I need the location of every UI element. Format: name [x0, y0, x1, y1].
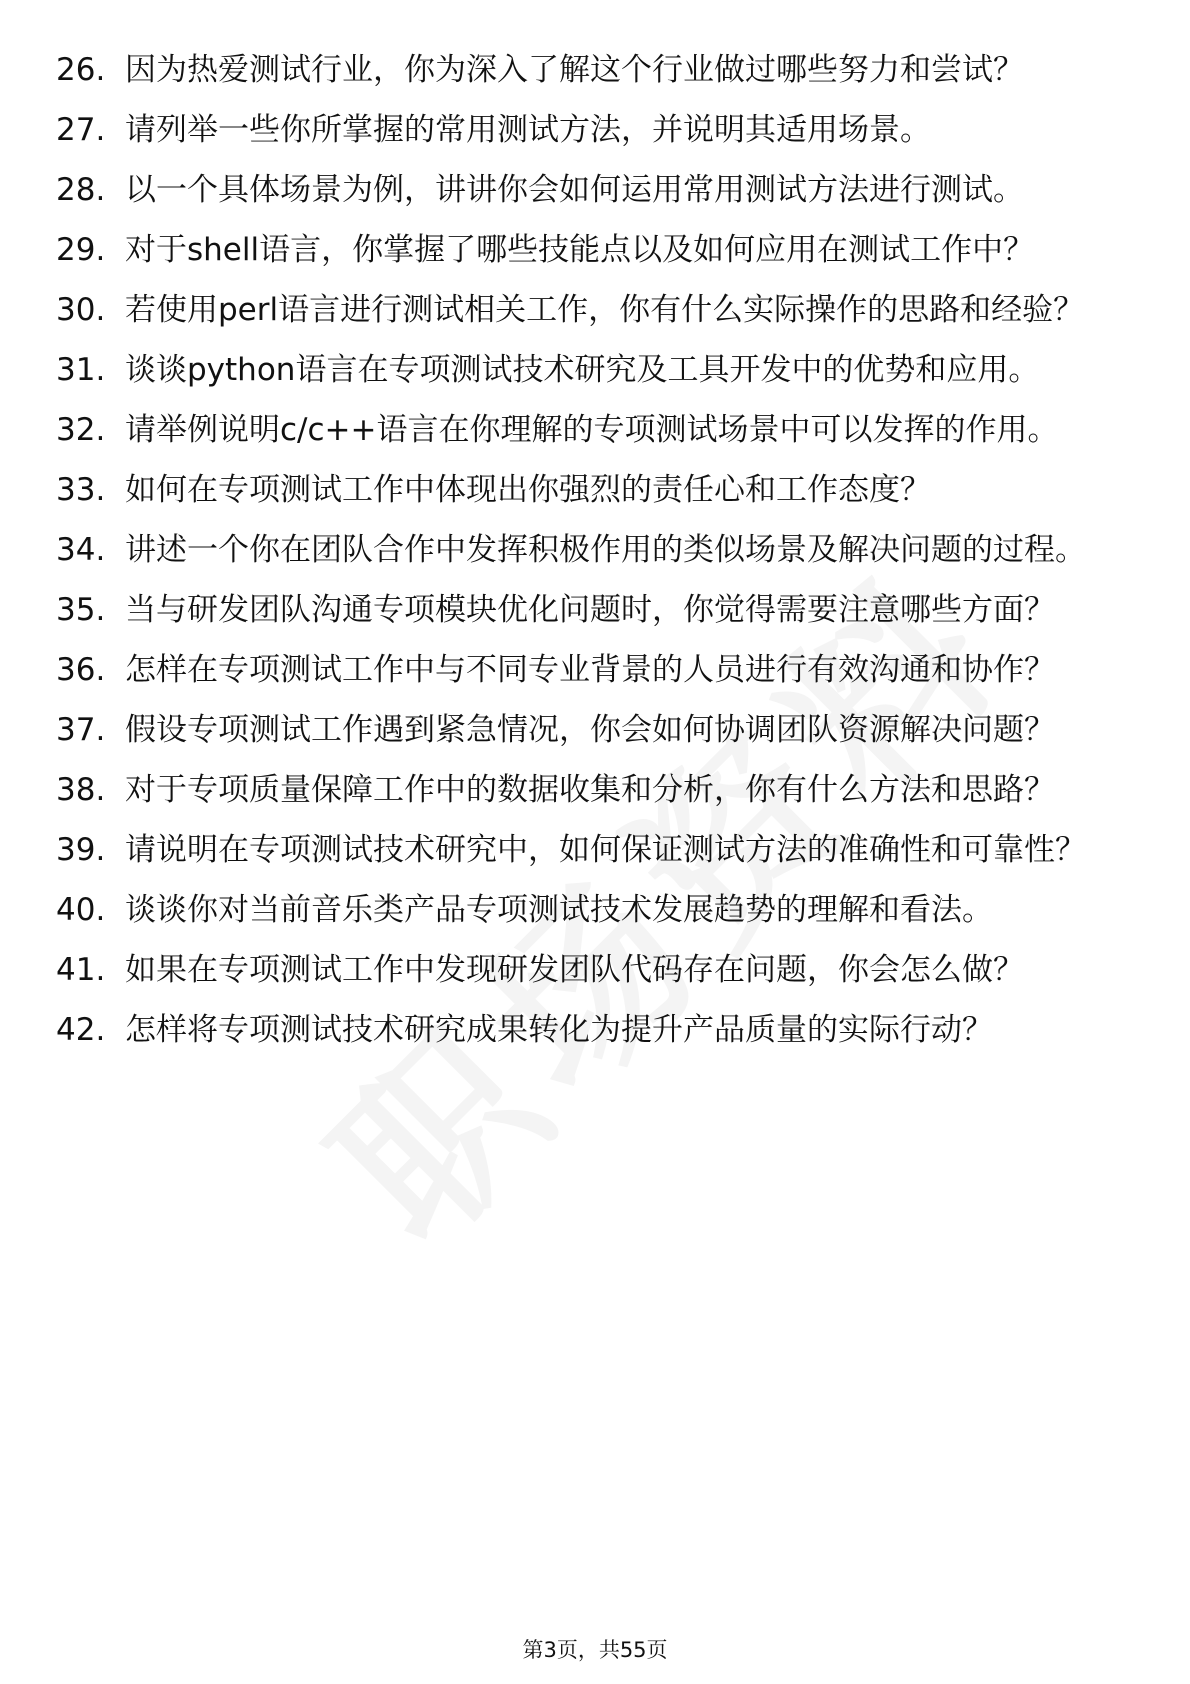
question-number: 29. — [56, 232, 106, 268]
question-list — [0, 50, 1190, 1070]
list-item — [0, 710, 1190, 750]
list-item — [0, 230, 1190, 270]
question-text: 谈谈你对当前音乐类产品专项测试技术发展趋势的理解和看法。 — [125, 892, 993, 928]
question-number: 42. — [56, 1012, 106, 1048]
question-number: 34. — [56, 532, 106, 568]
list-item — [0, 770, 1190, 810]
list-item — [0, 290, 1190, 330]
question-text: 以一个具体场景为例，讲讲你会如何运用常用测试方法进行测试。 — [125, 172, 1024, 208]
question-number: 28. — [56, 172, 106, 208]
list-item — [0, 410, 1190, 450]
question-text: 对于shell语言，你掌握了哪些技能点以及如何应用在测试工作中？ — [125, 232, 1035, 268]
question-number: 40. — [56, 892, 106, 928]
list-item — [0, 110, 1190, 150]
page-number-footer: 第3页，共55页 — [522, 1638, 668, 1662]
question-number: 30. — [56, 292, 106, 328]
list-item — [0, 650, 1190, 690]
question-text: 如何在专项测试工作中体现出你强烈的责任心和工作态度？ — [125, 472, 931, 508]
list-item — [0, 170, 1190, 210]
list-item — [0, 1010, 1190, 1050]
question-number: 38. — [56, 772, 106, 808]
question-text: 请说明在专项测试技术研究中，如何保证测试方法的准确性和可靠性？ — [125, 832, 1086, 868]
list-item — [0, 890, 1190, 930]
question-number: 39. — [56, 832, 106, 868]
question-text: 对于专项质量保障工作中的数据收集和分析，你有什么方法和思路？ — [125, 772, 1055, 808]
list-item — [0, 470, 1190, 510]
question-text: 谈谈python语言在专项测试技术研究及工具开发中的优势和应用。 — [125, 352, 1040, 388]
question-number: 27. — [56, 112, 106, 148]
question-text: 请列举一些你所掌握的常用测试方法，并说明其适用场景。 — [125, 112, 931, 148]
list-item — [0, 830, 1190, 870]
question-text: 因为热爱测试行业，你为深入了解这个行业做过哪些努力和尝试？ — [125, 52, 1024, 88]
question-text: 若使用perl语言进行测试相关工作，你有什么实际操作的思路和经验？ — [125, 292, 1085, 328]
question-number: 36. — [56, 652, 106, 688]
question-number: 31. — [56, 352, 106, 388]
list-item — [0, 50, 1190, 90]
question-text: 如果在专项测试工作中发现研发团队代码存在问题，你会怎么做？ — [125, 952, 1024, 988]
question-text: 怎样将专项测试技术研究成果转化为提升产品质量的实际行动？ — [125, 1012, 993, 1048]
question-number: 26. — [56, 52, 106, 88]
question-text: 假设专项测试工作遇到紧急情况，你会如何协调团队资源解决问题？ — [125, 712, 1055, 748]
list-item — [0, 350, 1190, 390]
question-text: 当与研发团队沟通专项模块优化问题时，你觉得需要注意哪些方面？ — [125, 592, 1055, 628]
question-number: 32. — [56, 412, 106, 448]
question-text: 怎样在专项测试工作中与不同专业背景的人员进行有效沟通和协作？ — [125, 652, 1055, 688]
question-number: 33. — [56, 472, 106, 508]
list-item — [0, 530, 1190, 570]
list-item — [0, 950, 1190, 990]
question-number: 35. — [56, 592, 106, 628]
question-text: 讲述一个你在团队合作中发挥积极作用的类似场景及解决问题的过程。 — [125, 532, 1086, 568]
question-text: 请举例说明c/c++语言在你理解的专项测试场景中可以发挥的作用。 — [125, 412, 1059, 448]
question-number: 37. — [56, 712, 106, 748]
question-number: 41. — [56, 952, 106, 988]
list-item — [0, 590, 1190, 630]
